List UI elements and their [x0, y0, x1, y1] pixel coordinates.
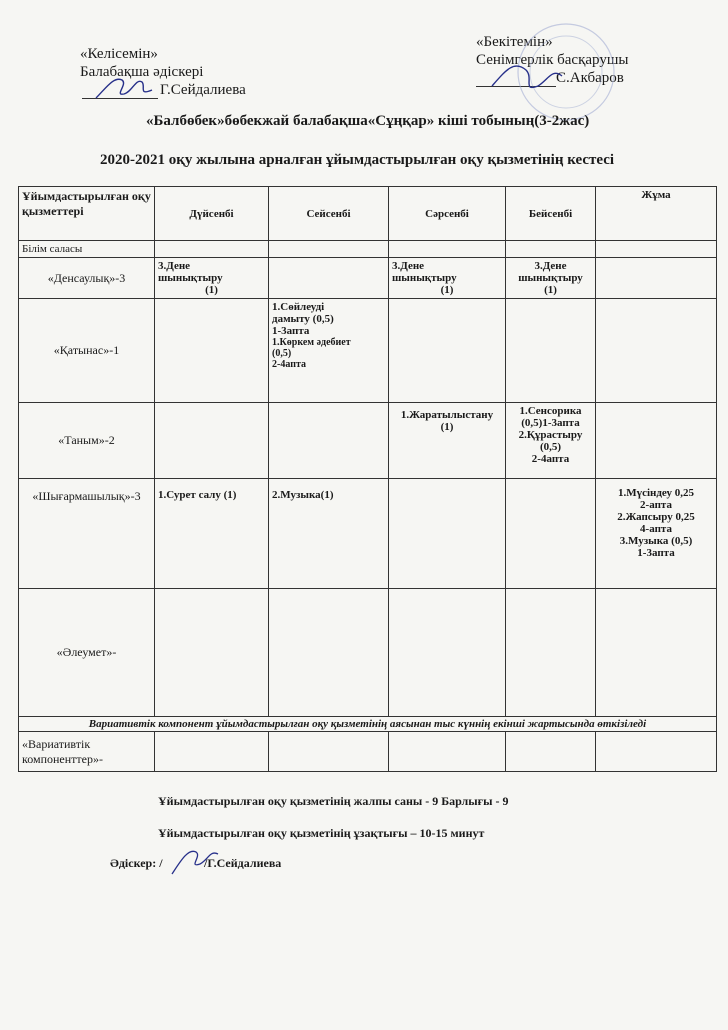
cell-creat-tue: 2.Музыка(1) [269, 479, 389, 589]
title-line2: 2020-2021 оқу жылына арналған ұйымдастырылған оқу қызметінің кестесі [100, 152, 615, 168]
footer-duration: Ұйымдастырылған оқу қызметінің ұзақтығы – 10-15 минут [158, 826, 485, 840]
variative-note-row [19, 717, 717, 732]
cell-health-tue [269, 258, 389, 299]
header-day-tue: Сейсенбі [269, 187, 389, 241]
table-header-row [19, 187, 717, 241]
signature-bottom-icon [168, 842, 228, 878]
cell-comm-mon [155, 299, 269, 403]
cell-health-fri [596, 258, 717, 299]
header-day-wed: Сәрсенбі [389, 187, 506, 241]
approval-left-line1: «Келісемін» [80, 46, 158, 62]
cell-cog-tue [269, 403, 389, 479]
header-day-fri: Жұма [596, 187, 717, 241]
cell-cog-thu: 1.Сенсорика (0,5)1-3апта 2.Құрастыру (0,5) 2-4апта [506, 403, 596, 479]
approval-right-line1: «Бекітемін» [476, 34, 553, 50]
area-health: «Денсаулық»-3 [19, 258, 155, 299]
cell-comm-tue: 1.Сөйлеуді дамыту (0,5) 1-3апта 1.Көркем әдебиет (0,5) 2-4апта [269, 299, 389, 403]
table-row [19, 732, 717, 772]
table-row [19, 403, 717, 479]
cell-cog-fri [596, 403, 717, 479]
cell-creat-thu [506, 479, 596, 589]
footer-total: Ұйымдастырылған оқу қызметінің жалпы саны - 9 Барлығы - 9 [158, 794, 509, 808]
header-activities-label: Ұйымдастырылған оқу қызметтері [22, 189, 151, 218]
table-row [19, 258, 717, 299]
schedule-table [18, 186, 717, 772]
area-communication: «Қатынас»-1 [19, 299, 155, 403]
cell-creat-mon: 1.Сурет салу (1) [155, 479, 269, 589]
header-day-thu: Бейсенбі [506, 187, 596, 241]
table-row [19, 479, 717, 589]
approval-left-line3: Г.Сейдалиева [160, 82, 246, 98]
cell-cog-wed: 1.Жаратылыстану (1) [389, 403, 506, 479]
cell-comm-fri [596, 299, 717, 403]
cell-health-thu: 3.Дене шынықтыру (1) [506, 258, 596, 299]
signature-left-icon [92, 70, 162, 104]
cell-health-mon: 3.Дене шынықтыру (1) [155, 258, 269, 299]
cell-cog-mon [155, 403, 269, 479]
table-row [19, 299, 717, 403]
area-social: «Әлеумет»- [19, 589, 155, 717]
table-subheader-row [19, 241, 717, 258]
area-variative: «Вариативтік компоненттер»- [19, 732, 155, 772]
header-day-mon: Дүйсенбі [155, 187, 269, 241]
footer-methodist-label: Әдіскер: / [110, 856, 163, 870]
title-line1: «Балбөбек»бөбекжай балабақша«Сұңқар» кіші тобының(3-2жас) [146, 113, 590, 129]
footer-methodist-name: /Г.Сейдалиева [204, 856, 282, 870]
header-education-area: Білім саласы [19, 241, 155, 258]
area-cognition: «Таным»-2 [19, 403, 155, 479]
cell-creat-wed [389, 479, 506, 589]
variative-note: Вариативтік компонент ұйымдастырылған оқу қызметінің аясынан тыс күннің екінші жартысында өткізіледі [19, 717, 717, 732]
approval-right-line2: Сенімгерлік басқарушы [476, 52, 629, 68]
header-activities [19, 187, 155, 241]
approval-left-line2: Балабақша әдіскері [80, 64, 204, 80]
area-creativity: «Шығармашылық»-3 [19, 479, 155, 589]
table-row [19, 589, 717, 717]
cell-comm-thu [506, 299, 596, 403]
cell-comm-wed [389, 299, 506, 403]
cell-creat-fri: 1.Мүсіндеу 0,25 2-апта 2.Жапсыру 0,25 4-апта 3.Музыка (0,5) 1-3апта [596, 479, 717, 589]
approval-right-line3: С.Акбаров [556, 70, 624, 86]
cell-health-wed: 3.Дене шынықтыру (1) [389, 258, 506, 299]
